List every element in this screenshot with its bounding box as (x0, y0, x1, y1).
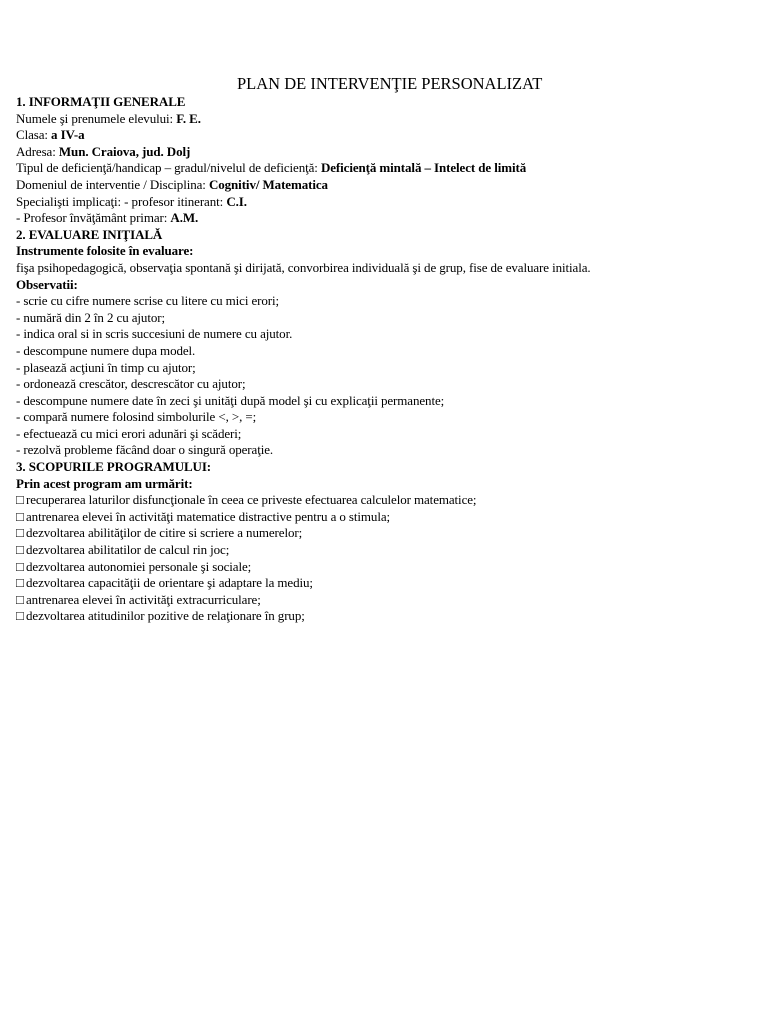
address-value: Mun. Craiova, jud. Dolj (58, 143, 191, 159)
goal-item (16, 608, 756, 625)
instruments-heading: Instrumente folosite în evaluare: (16, 243, 194, 259)
observations-list (16, 293, 756, 459)
observation-item: - descompune numere dupa model. (16, 342, 196, 358)
observation-item: - descompune numere date în zeci şi unităţi după model şi cu explicaţii permanente; (16, 392, 445, 408)
goal-item (16, 509, 756, 526)
section-3-heading: 3. SCOPURILE PROGRAMULUI: (16, 459, 212, 475)
observation-item: - scrie cu cifre numere scrise cu litere cu mici erori; (16, 293, 280, 309)
goal-item (16, 592, 756, 609)
deficiency-value: Deficienţă mintală – Intelect de limită (320, 160, 527, 176)
goal-item (16, 559, 756, 576)
class-label: Clasa: (16, 127, 52, 143)
student-name-line (16, 111, 756, 128)
bullet-box-icon: □ (16, 575, 24, 591)
goal-text: dezvoltarea abilitatilor de calcul rin joc; (26, 542, 230, 558)
bullet-box-icon: □ (16, 492, 24, 508)
teacher-label: - Profesor învăţământ primar: (16, 210, 171, 226)
goal-text: antrenarea elevei în activităţi extracurriculare; (26, 591, 261, 607)
address-line (16, 144, 756, 161)
observation-item: - ordonează crescător, descrescător cu ajutor; (16, 376, 246, 392)
observation-item: - numără din 2 în 2 cu ajutor; (16, 309, 165, 325)
goal-item (16, 575, 756, 592)
goal-text: recuperarea laturilor disfuncţionale în ceea ce priveste efectuarea calculelor matematice; (26, 492, 477, 508)
instruments-text: fişa psihopedagogică, observaţia spontană şi dirijată, convorbirea individuală şi de grup, fise de evaluare initiala. (16, 259, 591, 275)
student-name-value: F. E. (176, 110, 201, 126)
goal-text: dezvoltarea autonomiei personale şi sociale; (26, 558, 252, 574)
observation-item: - compară numere folosind simbolurile <, >, =; (16, 409, 257, 425)
document-page (16, 74, 756, 625)
address-label: Adresa: (16, 143, 59, 159)
specialists-label: Specialişti implicaţi: - profesor itinerant: (16, 193, 227, 209)
deficiency-label: Tipul de deficienţă/handicap – gradul/nivelul de deficienţă: (16, 160, 321, 176)
teacher-line (16, 210, 756, 227)
goals-list (16, 492, 756, 625)
goal-text: dezvoltarea abilităţilor de citire si scriere a numerelor; (26, 525, 303, 541)
class-line (16, 127, 756, 144)
bullet-box-icon: □ (16, 542, 24, 558)
goals-subheading: Prin acest program am urmărit: (16, 475, 193, 491)
goal-item (16, 542, 756, 559)
observation-item: - indica oral si in scris succesiuni de numere cu ajutor. (16, 326, 293, 342)
class-value: a IV-a (51, 127, 85, 143)
bullet-box-icon: □ (16, 608, 24, 624)
section-2-heading: 2. EVALUARE INIŢIALĂ (16, 226, 163, 242)
observations-heading: Observatii: (16, 276, 78, 292)
specialists-line (16, 194, 756, 211)
observation-item: - efectuează cu mici erori adunări şi scăderi; (16, 425, 242, 441)
bullet-box-icon: □ (16, 558, 24, 574)
bullet-box-icon: □ (16, 591, 24, 607)
domain-line (16, 177, 756, 194)
goal-item (16, 492, 756, 509)
bullet-box-icon: □ (16, 525, 24, 541)
bullet-box-icon: □ (16, 508, 24, 524)
observation-item: - rezolvă probleme făcând doar o singură operaţie. (16, 442, 274, 458)
domain-value: Cognitiv/ Matematica (208, 176, 328, 192)
goal-item (16, 525, 756, 542)
specialists-value: C.I. (226, 193, 247, 209)
document-title: PLAN DE INTERVENŢIE PERSONALIZAT (237, 74, 543, 93)
student-name-label: Numele şi prenumele elevului: (16, 110, 177, 126)
section-1-heading: 1. INFORMAŢII GENERALE (16, 94, 186, 109)
teacher-value: A.M. (170, 210, 199, 226)
goal-text: dezvoltarea capacităţii de orientare şi adaptare la mediu; (26, 575, 313, 591)
observation-item: - plasează acţiuni în timp cu ajutor; (16, 359, 196, 375)
domain-label: Domeniul de interventie / Disciplina: (16, 176, 209, 192)
deficiency-line (16, 160, 756, 177)
goal-text: antrenarea elevei în activităţi matematice distractive pentru a o stimula; (26, 508, 391, 524)
goal-text: dezvoltarea atitudinilor pozitive de relaţionare în grup; (26, 608, 305, 624)
